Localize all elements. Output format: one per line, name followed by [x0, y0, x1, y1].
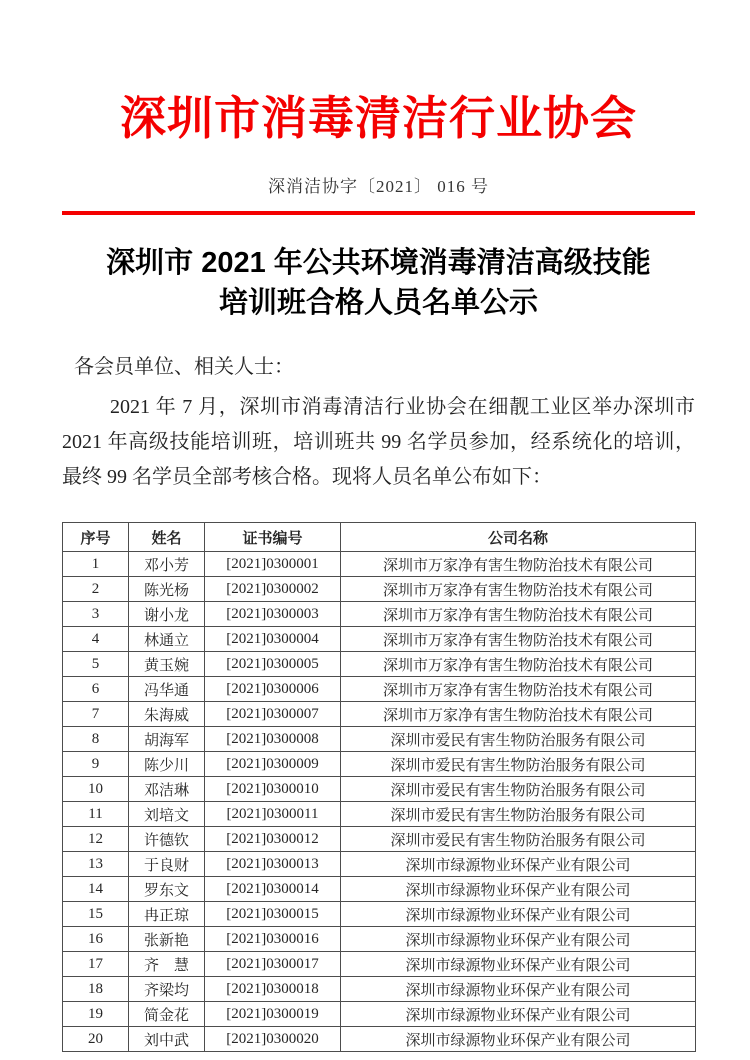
cell-company: 深圳市万家净有害生物防治技术有限公司: [341, 652, 696, 677]
table-row: [63, 702, 696, 727]
table-row: [63, 652, 696, 677]
org-title: 深圳市消毒清洁行业协会: [120, 92, 637, 144]
table-row: [63, 602, 696, 627]
cell-name: 林通立: [129, 627, 205, 652]
cell-cert: [2021]0300016: [205, 927, 341, 952]
cell-cert: [2021]0300009: [205, 752, 341, 777]
cell-name: 胡海军: [129, 727, 205, 752]
cell-cert: [2021]0300011: [205, 802, 341, 827]
cell-cert: [2021]0300002: [205, 577, 341, 602]
cell-name: 朱海威: [129, 702, 205, 727]
cell-index: 14: [63, 877, 129, 902]
cell-cert: [2021]0300001: [205, 552, 341, 577]
cell-name: 齐梁均: [129, 977, 205, 1002]
cell-company: 深圳市爱民有害生物防治服务有限公司: [341, 777, 696, 802]
table-row: [63, 877, 696, 902]
cell-name: 冯华通: [129, 677, 205, 702]
cell-name: 罗东文: [129, 877, 205, 902]
cell-cert: [2021]0300013: [205, 852, 341, 877]
cell-index: 7: [63, 702, 129, 727]
cell-cert: [2021]0300012: [205, 827, 341, 852]
cell-company: 深圳市爱民有害生物防治服务有限公司: [341, 827, 696, 852]
cell-company: 深圳市爱民有害生物防治服务有限公司: [341, 752, 696, 777]
cell-cert: [2021]0300003: [205, 602, 341, 627]
cell-company: 深圳市爱民有害生物防治服务有限公司: [341, 727, 696, 752]
cell-index: 8: [63, 727, 129, 752]
doc-heading-line2: 培训班合格人员名单公示: [218, 287, 538, 319]
cell-cert: [2021]0300005: [205, 652, 341, 677]
table-row: [63, 577, 696, 602]
cell-name: 许德钦: [129, 827, 205, 852]
table-row: [63, 927, 696, 952]
cell-index: 15: [63, 902, 129, 927]
header-cell-company: 公司名称: [341, 523, 696, 552]
member-table-header-row: [63, 523, 696, 552]
cell-company: 深圳市万家净有害生物防治技术有限公司: [341, 552, 696, 577]
body-paragraph: 2021 年 7 月，深圳市消毒清洁行业协会在细靓工业区举办深圳市 2021 年高级技能培训班，培训班共 99 名学员参加，经系统化的培训，最终 99 名学员全部考核合格。现将人员名单公布如下：: [62, 396, 695, 488]
cell-cert: [2021]0300017: [205, 952, 341, 977]
header-cell-index: 序号: [63, 523, 129, 552]
member-table-head: [63, 523, 696, 552]
cell-cert: [2021]0300004: [205, 627, 341, 652]
cell-index: 11: [63, 802, 129, 827]
cell-name: 简金花: [129, 1002, 205, 1027]
cell-cert: [2021]0300007: [205, 702, 341, 727]
cell-name: 邓洁琳: [129, 777, 205, 802]
cell-company: 深圳市绿源物业环保产业有限公司: [341, 977, 696, 1002]
red-divider-rule: [62, 211, 695, 215]
cell-cert: [2021]0300010: [205, 777, 341, 802]
cell-company: 深圳市万家净有害生物防治技术有限公司: [341, 677, 696, 702]
cell-company: 深圳市绿源物业环保产业有限公司: [341, 952, 696, 977]
cell-index: 4: [63, 627, 129, 652]
cell-company: 深圳市绿源物业环保产业有限公司: [341, 902, 696, 927]
cell-cert: [2021]0300006: [205, 677, 341, 702]
cell-name: 黄玉婉: [129, 652, 205, 677]
table-row: [63, 902, 696, 927]
table-row: [63, 552, 696, 577]
cell-name: 刘中武: [129, 1027, 205, 1052]
cell-name: 张新艳: [129, 927, 205, 952]
cell-cert: [2021]0300019: [205, 1002, 341, 1027]
cell-company: 深圳市绿源物业环保产业有限公司: [341, 877, 696, 902]
table-row: [63, 777, 696, 802]
cell-index: 16: [63, 927, 129, 952]
cell-cert: [2021]0300014: [205, 877, 341, 902]
doc-heading: [62, 243, 695, 323]
cell-index: 20: [63, 1027, 129, 1052]
table-row: [63, 677, 696, 702]
cell-name: 谢小龙: [129, 602, 205, 627]
cell-index: 3: [63, 602, 129, 627]
table-row: [63, 852, 696, 877]
cell-index: 19: [63, 1002, 129, 1027]
table-row: [63, 1002, 696, 1027]
cell-company: 深圳市万家净有害生物防治技术有限公司: [341, 627, 696, 652]
table-row: [63, 752, 696, 777]
doc-heading-line1: 深圳市 2021 年公共环境消毒清洁高级技能: [106, 247, 651, 279]
cell-company: 深圳市万家净有害生物防治技术有限公司: [341, 702, 696, 727]
cell-company: 深圳市万家净有害生物防治技术有限公司: [341, 602, 696, 627]
cell-company: 深圳市绿源物业环保产业有限公司: [341, 927, 696, 952]
cell-company: 深圳市绿源物业环保产业有限公司: [341, 1002, 696, 1027]
cell-company: 深圳市万家净有害生物防治技术有限公司: [341, 577, 696, 602]
table-row: [63, 727, 696, 752]
cell-cert: [2021]0300008: [205, 727, 341, 752]
table-row: [63, 952, 696, 977]
cell-company: 深圳市绿源物业环保产业有限公司: [341, 852, 696, 877]
cell-index: 2: [63, 577, 129, 602]
table-row: [63, 1027, 696, 1052]
cell-name: 于良财: [129, 852, 205, 877]
cell-cert: [2021]0300020: [205, 1027, 341, 1052]
cell-company: 深圳市绿源物业环保产业有限公司: [341, 1027, 696, 1052]
cell-cert: [2021]0300018: [205, 977, 341, 1002]
table-row: [63, 827, 696, 852]
cell-index: 9: [63, 752, 129, 777]
header-cell-name: 姓名: [129, 523, 205, 552]
cell-name: 邓小芳: [129, 552, 205, 577]
cell-index: 5: [63, 652, 129, 677]
cell-company: 深圳市爱民有害生物防治服务有限公司: [341, 802, 696, 827]
cell-name: 齐 慧: [129, 952, 205, 977]
salutation: 各会员单位、相关人士：: [74, 356, 294, 378]
cell-index: 18: [63, 977, 129, 1002]
member-table-body: [63, 552, 696, 1052]
cell-index: 12: [63, 827, 129, 852]
doc-number: 深消洁协字〔2021〕 016 号: [268, 177, 489, 196]
cell-name: 刘培文: [129, 802, 205, 827]
cell-name: 陈少川: [129, 752, 205, 777]
cell-index: 10: [63, 777, 129, 802]
table-row: [63, 977, 696, 1002]
cell-name: 陈光杨: [129, 577, 205, 602]
member-table: [62, 522, 696, 1052]
cell-cert: [2021]0300015: [205, 902, 341, 927]
cell-index: 13: [63, 852, 129, 877]
table-row: [63, 627, 696, 652]
table-row: [63, 802, 696, 827]
cell-name: 冉正琼: [129, 902, 205, 927]
header-cell-cert: 证书编号: [205, 523, 341, 552]
cell-index: 6: [63, 677, 129, 702]
cell-index: 1: [63, 552, 129, 577]
cell-index: 17: [63, 952, 129, 977]
